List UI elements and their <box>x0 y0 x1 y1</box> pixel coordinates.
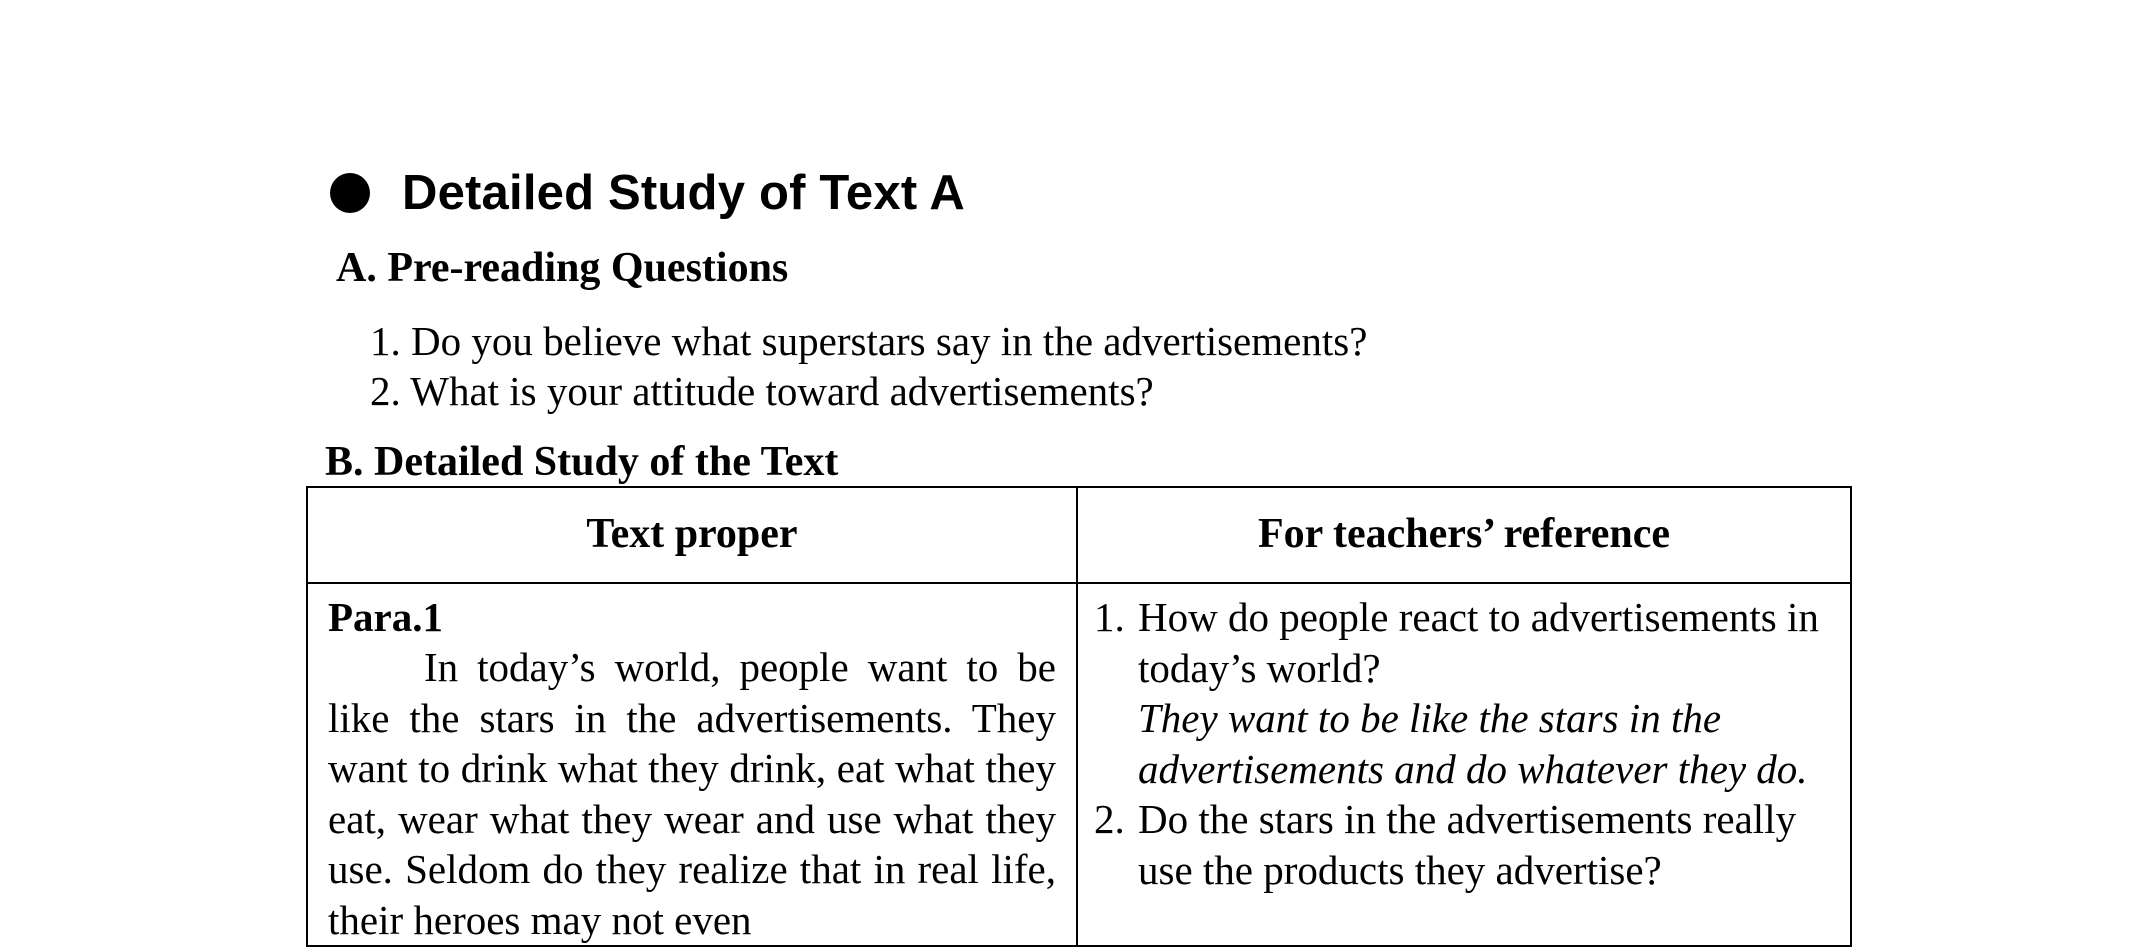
bullet-icon <box>330 173 370 213</box>
teachers-reference-cell <box>1077 583 1851 946</box>
reference-number: 2. <box>1094 796 1125 842</box>
table-header-row <box>307 487 1851 583</box>
reference-question: How do people react to advertisements in today’s world? <box>1138 594 1819 691</box>
question-item: 2. What is your attitude toward advertisements? <box>370 368 1154 414</box>
paragraph-label: Para.1 <box>328 594 443 640</box>
table-row <box>307 583 1851 946</box>
reference-item <box>1094 592 1830 794</box>
paragraph-text: In today’s world, people want to be like the stars in the advertisements. They want to drink what they drink, eat what they eat, wear what they wear and use what they use. Seldom do they realize that in real life, their heroes may not even <box>328 644 1056 943</box>
pre-reading-questions <box>370 316 1367 416</box>
reference-item <box>1094 794 1830 895</box>
reference-question: Do the stars in the advertisements really use the products they advertise? <box>1138 796 1797 893</box>
reference-answer: They want to be like the stars in the advertisements and do whatever they do. <box>1138 695 1808 792</box>
reference-number: 1. <box>1094 594 1125 640</box>
question-item: 1. Do you believe what superstars say in the advertisements? <box>370 318 1368 364</box>
column-header-text-proper: Text proper <box>307 487 1077 583</box>
section-heading <box>330 162 965 224</box>
reference-list <box>1094 592 1830 895</box>
study-table <box>306 486 1852 947</box>
detailed-study-heading: B. Detailed Study of the Text <box>325 439 839 485</box>
column-header-teachers-reference: For teachers’ reference <box>1077 487 1851 583</box>
section-title: Detailed Study of Text A <box>402 166 965 220</box>
pre-reading-heading: A. Pre-reading Questions <box>336 245 789 291</box>
text-proper-cell <box>307 583 1077 946</box>
